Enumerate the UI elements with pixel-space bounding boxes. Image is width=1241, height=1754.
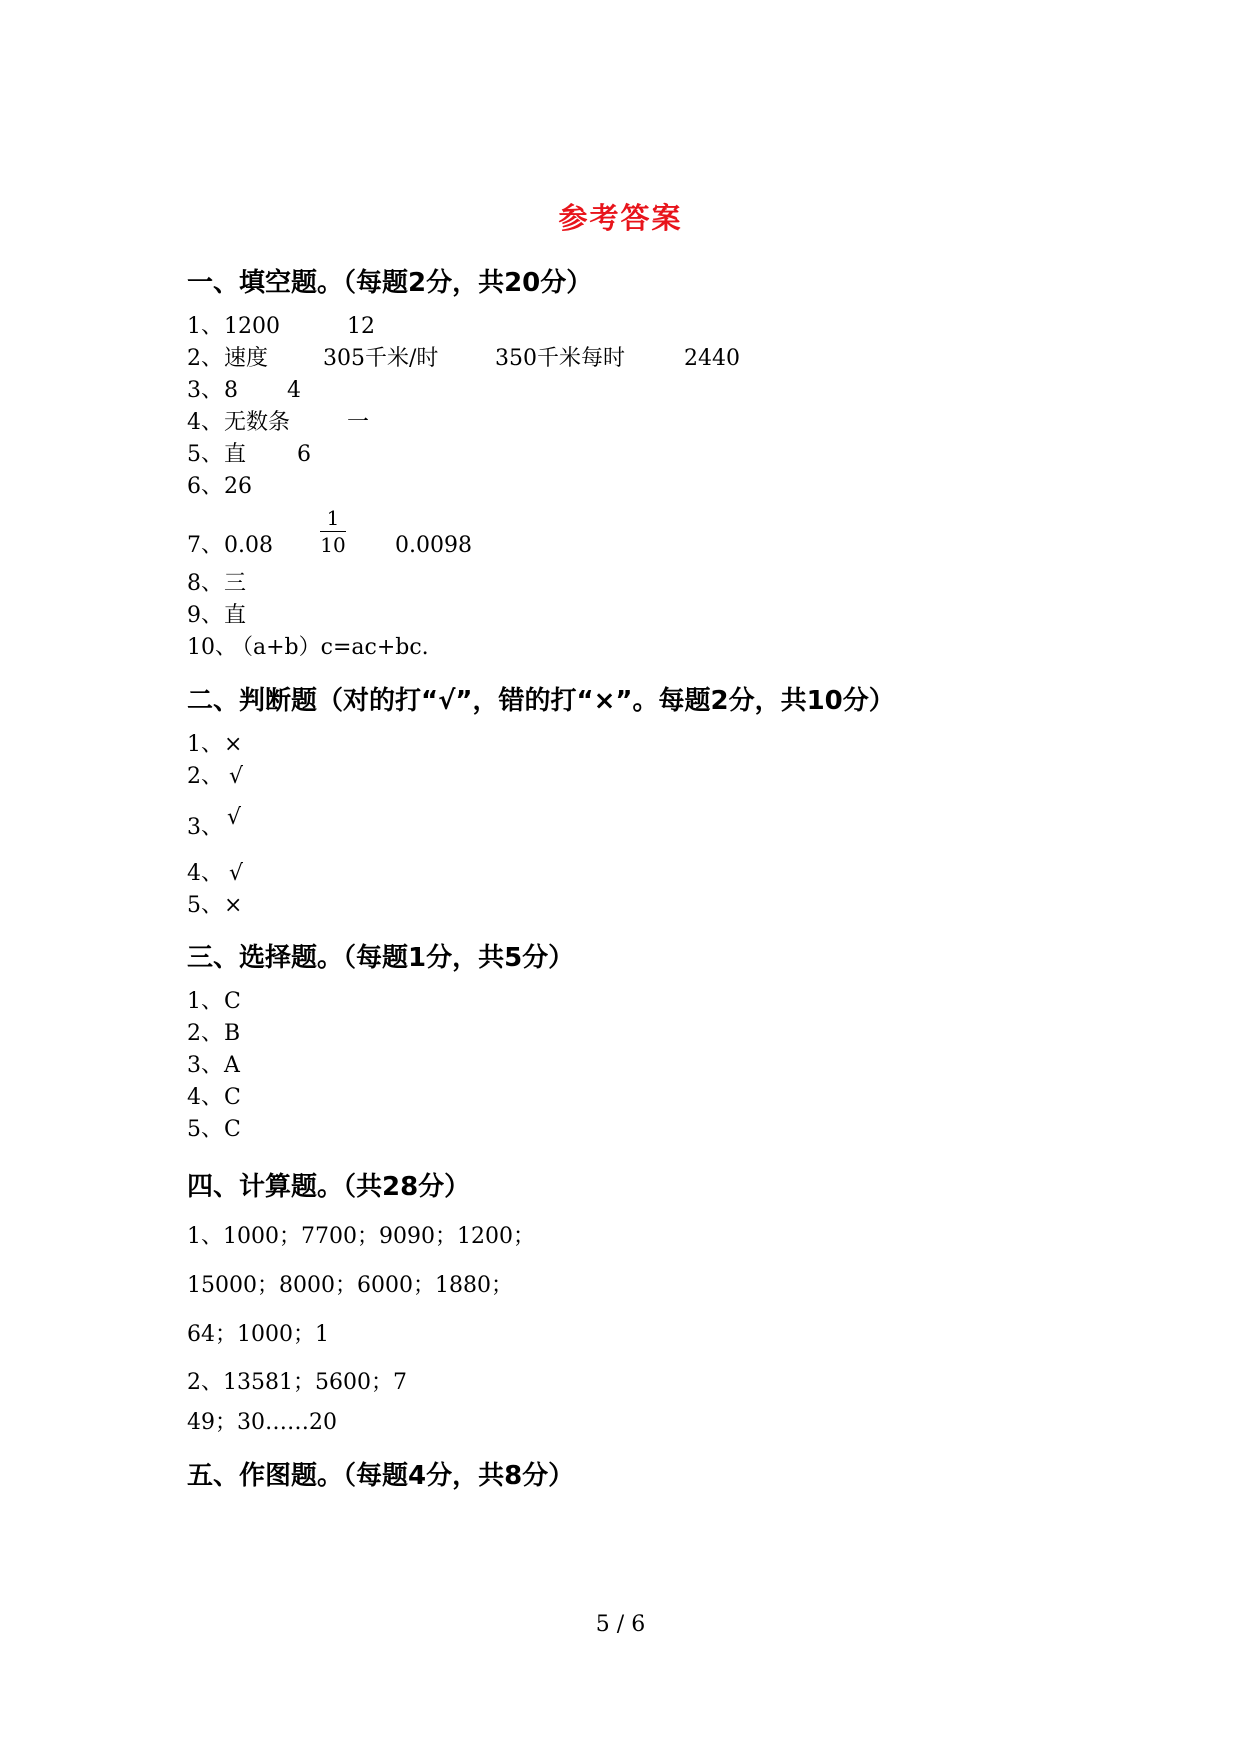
answer-number: 10、	[187, 635, 237, 660]
answer-value: 12	[347, 314, 375, 339]
answer-line: 64；1000；1	[187, 1322, 329, 1347]
section-heading-fill-blank: 一、填空题。（每题2分，共20分）	[187, 268, 593, 298]
answer-line: 49；30……20	[187, 1410, 337, 1435]
answer-line: 1、1000；7700；9090；1200；	[187, 1224, 535, 1249]
page-title: 参考答案	[558, 201, 683, 235]
answer-value: 直	[224, 442, 247, 467]
answer-value: 26	[224, 474, 252, 499]
answer-value: 350千米每时	[495, 346, 625, 371]
answer-number: 2、	[187, 346, 223, 371]
answer-value: 6	[297, 442, 311, 467]
answer-value: 4	[287, 378, 301, 403]
answer-number: 2、	[187, 764, 223, 789]
fraction-numerator: 1	[326, 506, 340, 530]
answer-value: 305千米/时	[323, 346, 439, 371]
answer-value: 1200	[224, 314, 280, 339]
answer-value: √	[229, 861, 244, 886]
fraction-bar	[320, 531, 346, 532]
section-heading-calculation: 四、计算题。（共28分）	[187, 1172, 471, 1202]
answer-value: √	[227, 805, 242, 830]
answer-value: 2440	[684, 346, 740, 371]
answer-value: B	[224, 1021, 241, 1046]
answer-value: √	[229, 764, 244, 789]
answer-number: 6、	[187, 474, 223, 499]
answer-value: 一	[347, 410, 370, 435]
answer-number: 3、	[187, 815, 223, 840]
answer-value: （a+b）c=ac+bc.	[231, 635, 429, 660]
answer-value: C	[224, 1117, 241, 1142]
answer-number: 2、	[187, 1021, 223, 1046]
answer-value: A	[224, 1053, 240, 1078]
answer-line: 15000；8000；6000；1880；	[187, 1273, 513, 1298]
answer-number: 1、	[187, 732, 223, 757]
section-heading-drawing: 五、作图题。（每题4分，共8分）	[187, 1461, 575, 1491]
answer-value: 0.08	[224, 533, 273, 558]
answer-value: 无数条	[224, 410, 291, 435]
answer-number: 5、	[187, 442, 223, 467]
answer-line: 2、13581；5600；7	[187, 1370, 407, 1395]
answer-number: 1、	[187, 989, 223, 1014]
answer-value: C	[224, 1085, 241, 1110]
answer-number: 5、	[187, 1117, 223, 1142]
answer-value: ×	[224, 893, 243, 918]
answer-value: 直	[224, 603, 247, 628]
answer-number: 5、	[187, 893, 223, 918]
answer-value: 速度	[224, 346, 269, 371]
answer-number: 3、	[187, 378, 223, 403]
answer-value: C	[224, 989, 241, 1014]
answer-number: 4、	[187, 410, 223, 435]
section-heading-multiple-choice: 三、选择题。（每题1分，共5分）	[187, 943, 575, 973]
answer-number: 3、	[187, 1053, 223, 1078]
fraction-denominator: 10	[320, 533, 346, 557]
answer-value: ×	[224, 732, 243, 757]
answer-value: 0.0098	[395, 533, 472, 558]
answer-value: 三	[224, 571, 247, 596]
answer-number: 9、	[187, 603, 223, 628]
answer-number: 1、	[187, 314, 223, 339]
answer-number: 4、	[187, 1085, 223, 1110]
answer-number: 4、	[187, 861, 223, 886]
answer-value: 8	[224, 378, 238, 403]
fraction	[320, 507, 346, 556]
page-number: 5 / 6	[595, 1612, 646, 1637]
answer-number: 8、	[187, 571, 223, 596]
answer-number: 7、	[187, 533, 223, 558]
section-heading-true-false: 二、判断题（对的打“√”，错的打“×”。每题2分，共10分）	[187, 686, 895, 716]
